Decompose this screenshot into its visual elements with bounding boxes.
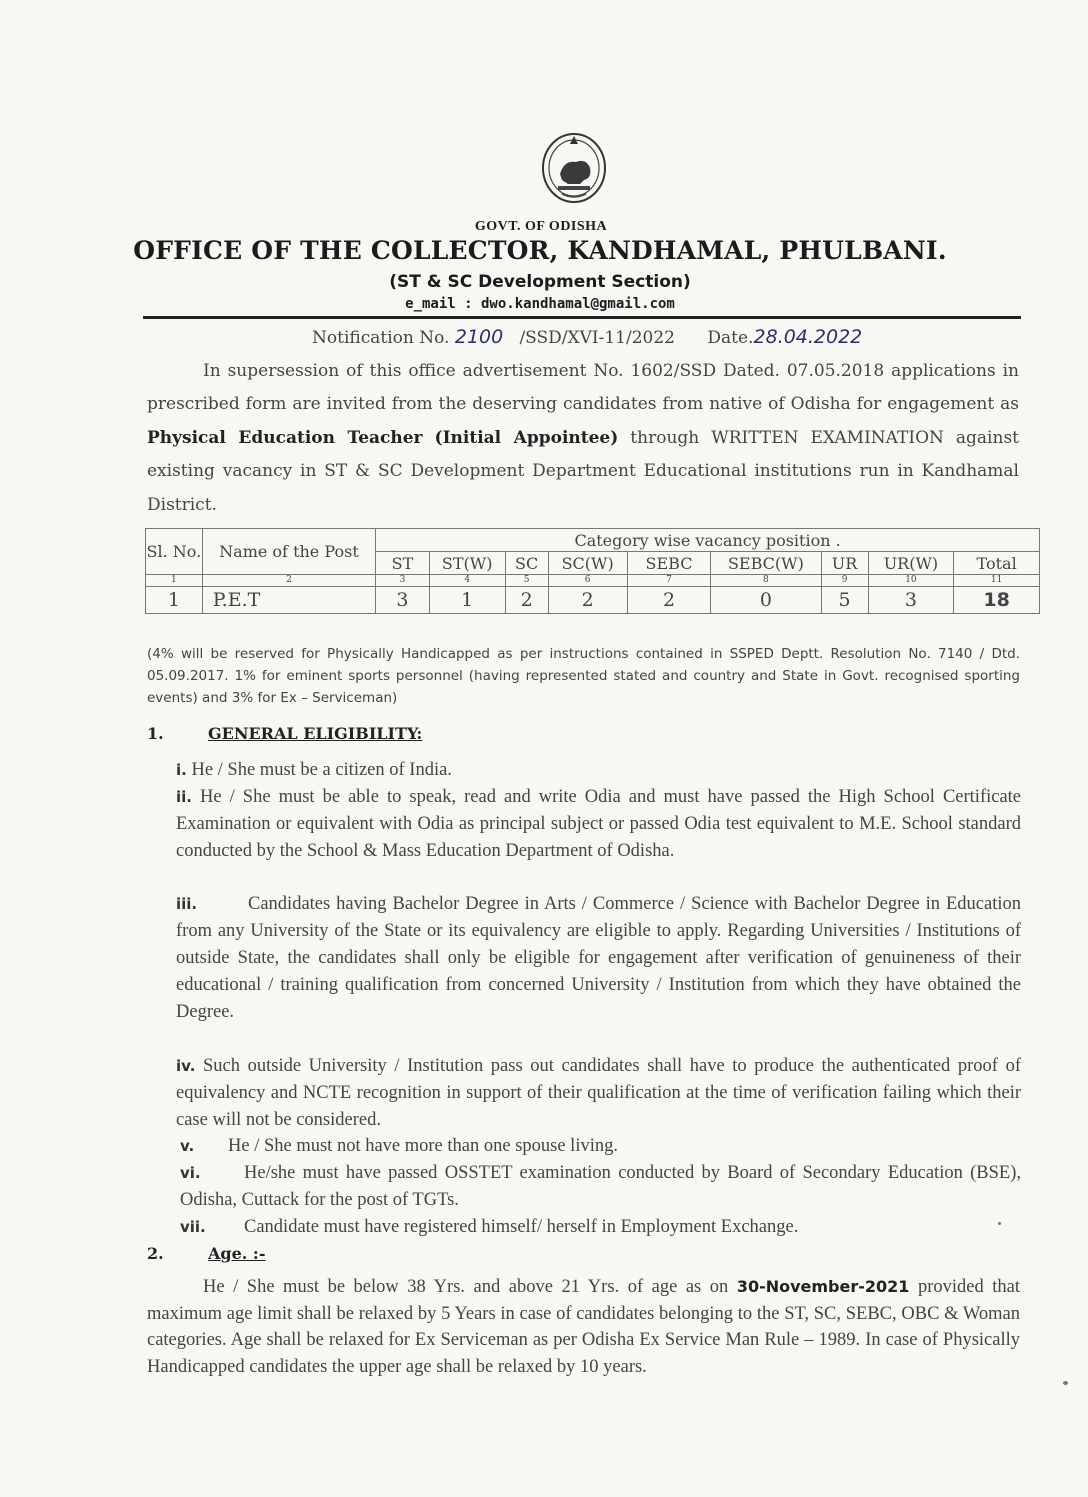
intro-paragraph	[147, 355, 1019, 522]
notification-line	[312, 326, 862, 348]
column-number: 11	[954, 575, 1040, 587]
post-name: Physical Education Teacher	[147, 427, 423, 448]
row-value: 3	[376, 587, 430, 614]
eligibility-item	[180, 1214, 1021, 1241]
category-header: SEBC(W)	[711, 552, 821, 575]
section-subtitle: (ST & SC Development Section)	[389, 272, 691, 292]
eligibility-item	[180, 1160, 1021, 1214]
column-number: 7	[627, 575, 711, 587]
item-text: He / She must be a citizen of India.	[191, 760, 452, 780]
scan-speck	[1063, 1381, 1068, 1385]
office-email: e_mail : dwo.kandhamal@gmail.com	[405, 296, 675, 312]
vacancy-table	[145, 528, 1040, 614]
notification-number: 2100	[454, 326, 504, 348]
section2-number: 2.	[147, 1244, 164, 1263]
row-value: 2	[627, 587, 711, 614]
col-sl-header: Sl. No.	[146, 529, 203, 575]
item-numeral: iii.	[176, 895, 198, 913]
row-value: 3	[868, 587, 954, 614]
category-group-header: Category wise vacancy position .	[376, 529, 1040, 552]
column-number: 3	[376, 575, 430, 587]
office-title: OFFICE OF THE COLLECTOR, KANDHAMAL, PHULBANI.	[133, 236, 947, 265]
header-divider	[143, 316, 1021, 319]
section1-heading	[208, 724, 422, 743]
item-text: He / She must be able to speak, read and write Odia and must have passed the High School Certificate Examination or equivalent with Odia as principal subject or passed Odia test equivalent to M.E. School standard conducted by the School & Mass Education Department of Odisha.	[176, 787, 1022, 861]
eligibility-item	[176, 757, 1021, 784]
column-number: 6	[548, 575, 627, 587]
date-label: Date.	[707, 328, 754, 348]
col-post-header: Name of the Post	[202, 529, 375, 575]
item-text: Candidates having Bachelor Degree in Arts / Commerce / Science with Bachelor Degree in Education from any University of the State or its equivalency are eligible to apply. Regarding Universities / Institutions of outside State, the candidates shall only be eligible for engagement after verification of genuineness of their educational / training qualification from concerned University / Institution from which they have obtained the Degree.	[176, 894, 1021, 1022]
scan-speck	[998, 1222, 1001, 1225]
row-value: 2	[548, 587, 627, 614]
category-header: SC(W)	[548, 552, 627, 575]
item-numeral: i.	[176, 761, 187, 779]
row-value: 2	[505, 587, 548, 614]
eligibility-item	[176, 1053, 1021, 1134]
column-number: 10	[868, 575, 954, 587]
category-header: SEBC	[627, 552, 711, 575]
row-value: 0	[711, 587, 821, 614]
eligibility-item	[176, 891, 1021, 1026]
row-post: P.E.T	[202, 587, 375, 614]
table-row	[146, 587, 1040, 614]
row-total: 18	[954, 587, 1040, 614]
intro-text-2: through WRITTEN EXAMINATION against existing vacancy in ST & SC Development Department Educational institutions run in Kandhamal District.	[147, 427, 1019, 515]
reservation-note: (4% will be reserved for Physically Handicapped as per instructions contained in SSPED Deptt. Resolution No. 7140 / Dtd. 05.09.2017. 1% for eminent sports personnel (having represented stated and country and State in Govt. recognised sporting events) and 3% for Ex – Serviceman)	[147, 646, 1020, 706]
eligibility-item	[176, 784, 1021, 865]
section2-heading	[208, 1244, 265, 1263]
category-header: SC	[505, 552, 548, 575]
item-text: He / She must not have more than one spouse living.	[228, 1136, 618, 1156]
item-numeral: iv.	[176, 1057, 196, 1075]
section1-number: 1.	[147, 724, 164, 743]
item-text: Candidate must have registered himself/ herself in Employment Exchange.	[244, 1217, 799, 1237]
eligibility-item	[180, 1133, 1021, 1160]
row-value: 5	[821, 587, 868, 614]
age-cutoff-date: 30-November-2021	[736, 1277, 910, 1296]
age-text-2: provided that maximum age limit shall be relaxed by 5 Years in case of candidates belonging to the ST, SC, SEBC, OBC & Woman categories. Age shall be relaxed for Ex Serviceman as per Odisha Ex Service Man Rule – 1989. In case of Physically Handicapped candidates the upper age shall be relaxed by 10 years.	[147, 1277, 1020, 1377]
column-number: 1	[146, 575, 203, 587]
row-value: 1	[429, 587, 505, 614]
category-header: ST(W)	[429, 552, 505, 575]
column-number: 5	[505, 575, 548, 587]
item-numeral: v.	[180, 1137, 195, 1155]
category-header: UR(W)	[868, 552, 954, 575]
column-number: 8	[711, 575, 821, 587]
item-numeral: vii.	[180, 1218, 206, 1236]
column-number: 9	[821, 575, 868, 587]
item-text: Such outside University / Institution pass out candidates shall have to produce the authenticated proof of equivalency and NCTE recognition in support of their qualification at the time of verification failing which their case will not be considered.	[176, 1056, 1021, 1130]
notification-ref: /SSD/XVI-11/2022	[519, 328, 675, 348]
odisha-emblem-icon	[540, 128, 608, 206]
item-numeral: vi.	[180, 1164, 201, 1182]
column-number: 2	[202, 575, 375, 587]
section1-title: GENERAL ELIGIBILITY:	[208, 724, 423, 743]
age-paragraph	[147, 1274, 1020, 1380]
notification-prefix: Notification No.	[312, 328, 450, 348]
age-text-1: He / She must be below 38 Yrs. and above 21 Yrs. of age as on	[203, 1277, 737, 1297]
row-sl: 1	[146, 587, 203, 614]
category-header: UR	[821, 552, 868, 575]
item-numeral: ii.	[176, 788, 192, 806]
government-label: GOVT. OF ODISHA	[474, 219, 608, 234]
category-header: ST	[376, 552, 430, 575]
appointee-label: (Initial Appointee)	[434, 427, 619, 448]
column-number: 4	[429, 575, 505, 587]
section2-title: Age. :-	[208, 1244, 266, 1263]
category-header: Total	[954, 552, 1040, 575]
intro-text-1: In supersession of this office advertisement No. 1602/SSD Dated. 07.05.2018 applications in prescribed form are invited from the deserving candidates from native of Odisha for engagement as	[147, 361, 1019, 415]
item-text: He/she must have passed OSSTET examination conducted by Board of Secondary Education (BSE), Odisha, Cuttack for the post of TGTs.	[180, 1163, 1021, 1210]
notification-date: 28.04.2022	[753, 326, 863, 348]
